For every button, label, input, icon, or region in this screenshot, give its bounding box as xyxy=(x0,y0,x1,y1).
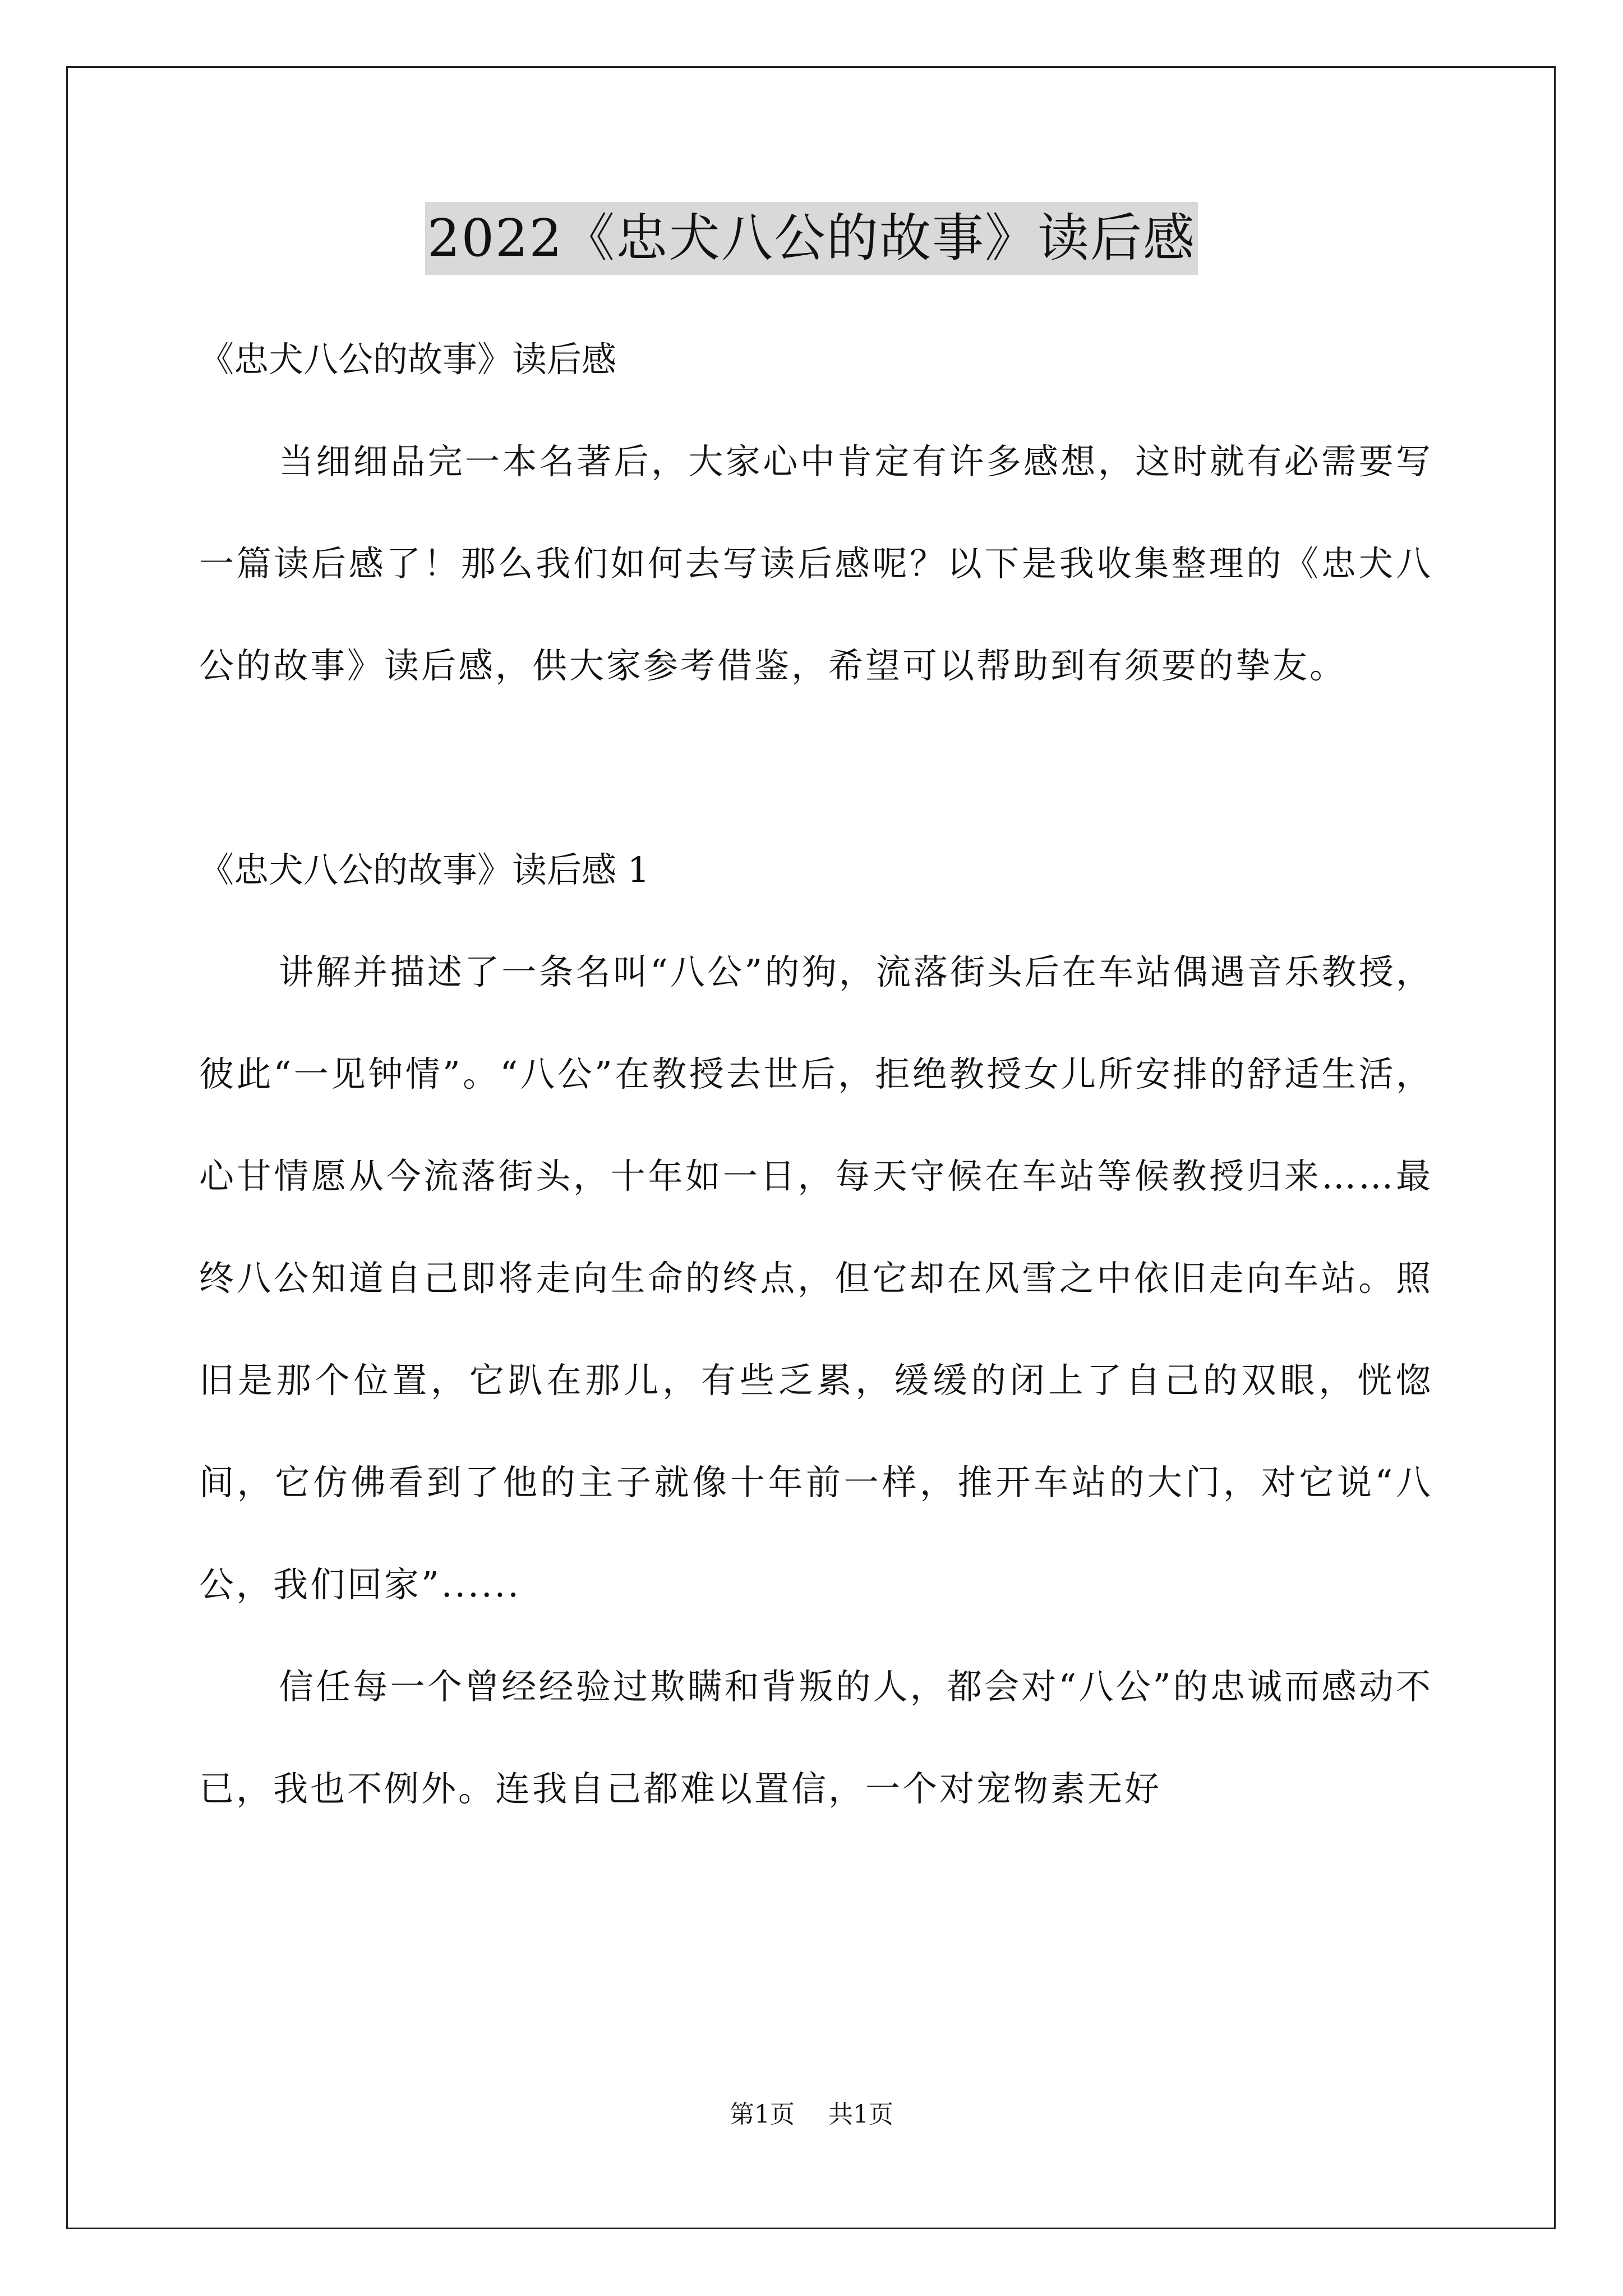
page-number: 第1页 xyxy=(730,2100,795,2129)
intro-paragraph: 当细细品完一本名著后，大家心中肯定有许多感想，这时就有必需要写一篇读后感了！那么我们如何去写读后感呢？以下是我收集整理的《忠犬八公的故事》读后感，供大家参考借鉴，希望可以帮助到有须要的挚友。 xyxy=(199,441,1433,686)
body-paragraph-2: 信任每一个曾经经验过欺瞒和背叛的人，都会对“八公”的忠诚而感动不已，我也不例外。连我自己都难以置信，一个对宠物素无好 xyxy=(199,1666,1433,1809)
body-paragraph-1: 讲解并描述了一条名叫“八公”的狗，流落街头后在车站偶遇音乐教授，彼此“一见钟情”。“八公”在教授去世后，拒绝教授女儿所安排的舒适生活，心甘情愿从今流落街头，十年如一日，每天守候在车站等候教授归来……最终八公知道自己即将走向生命的终点，但它却在风雪之中依旧走向车站。照旧是那个位置，它趴在那儿，有些乏累，缓缓的闭上了自己的双眼，恍惚间，它仿佛看到了他的主子就像十年前一样，推开车站的大门，对它说“八公，我们回家”...... xyxy=(199,951,1433,1605)
document-title: 2022《忠犬八公的故事》读后感 xyxy=(425,202,1198,275)
title-wrap xyxy=(0,202,1623,275)
section-gap xyxy=(199,717,1433,819)
page-footer xyxy=(0,2098,1623,2132)
document-body xyxy=(199,309,1433,1840)
section-heading: 《忠犬八公的故事》读后感 1 xyxy=(199,849,650,890)
document-subtitle: 《忠犬八公的故事》读后感 xyxy=(199,339,617,380)
page-total: 共1页 xyxy=(828,2100,893,2129)
